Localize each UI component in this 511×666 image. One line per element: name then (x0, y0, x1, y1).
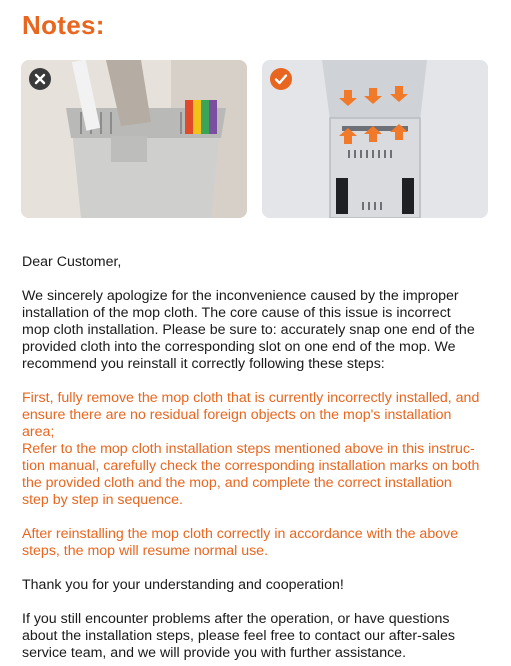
contact-paragraph (22, 611, 492, 662)
cross-icon (29, 68, 51, 90)
incorrect-installation-photo (21, 60, 247, 218)
apology-line: mop cloth installation. Please be sure to: accurately snap one end of the (22, 322, 475, 338)
greeting: Dear Customer, (22, 254, 122, 270)
step-one-line: First, fully remove the mop cloth that is currently incorrectly installed, and (22, 390, 480, 406)
step-two-line: Refer to the mop cloth installation steps mentioned above in this instruc- (22, 441, 475, 457)
step-two-line: tion manual, carefully check the corresponding installation marks on both (22, 458, 480, 474)
apology-line: recommend you reinstall it correctly following these steps: (22, 356, 385, 372)
apology-paragraph (22, 288, 492, 373)
result-paragraph (22, 526, 492, 560)
step-two-line: step by step in sequence. (22, 492, 183, 508)
letter-body (22, 254, 492, 662)
step-two (22, 441, 492, 509)
step-one (22, 390, 492, 441)
contact-line: service team, and we will provide you with further assistance. (22, 645, 407, 661)
apology-line: installation of the mop cloth. The core cause of this issue is incorrect (22, 305, 451, 321)
step-one-line: ensure there are no residual foreign objects on the mop's installation (22, 407, 452, 423)
result-line: After reinstalling the mop cloth correctly in accordance with the above (22, 526, 459, 542)
correct-installation-photo (262, 60, 488, 218)
result-line: steps, the mop will resume normal use. (22, 543, 269, 559)
apology-line: provided cloth into the corresponding slot on one end of the mop. We (22, 339, 456, 355)
contact-line: If you still encounter problems after the operation, or have questions (22, 611, 450, 627)
notes-title: Notes: (22, 10, 105, 40)
thanks-line: Thank you for your understanding and cooperation! (22, 577, 344, 593)
check-icon (270, 68, 292, 90)
contact-line: about the installation steps, please feel free to contact our after-sales (22, 628, 455, 644)
step-two-line: the provided cloth and the mop, and complete the correct installation (22, 475, 452, 491)
apology-line: We sincerely apologize for the inconvenience caused by the improper (22, 288, 459, 304)
step-one-line: area; (22, 424, 55, 440)
